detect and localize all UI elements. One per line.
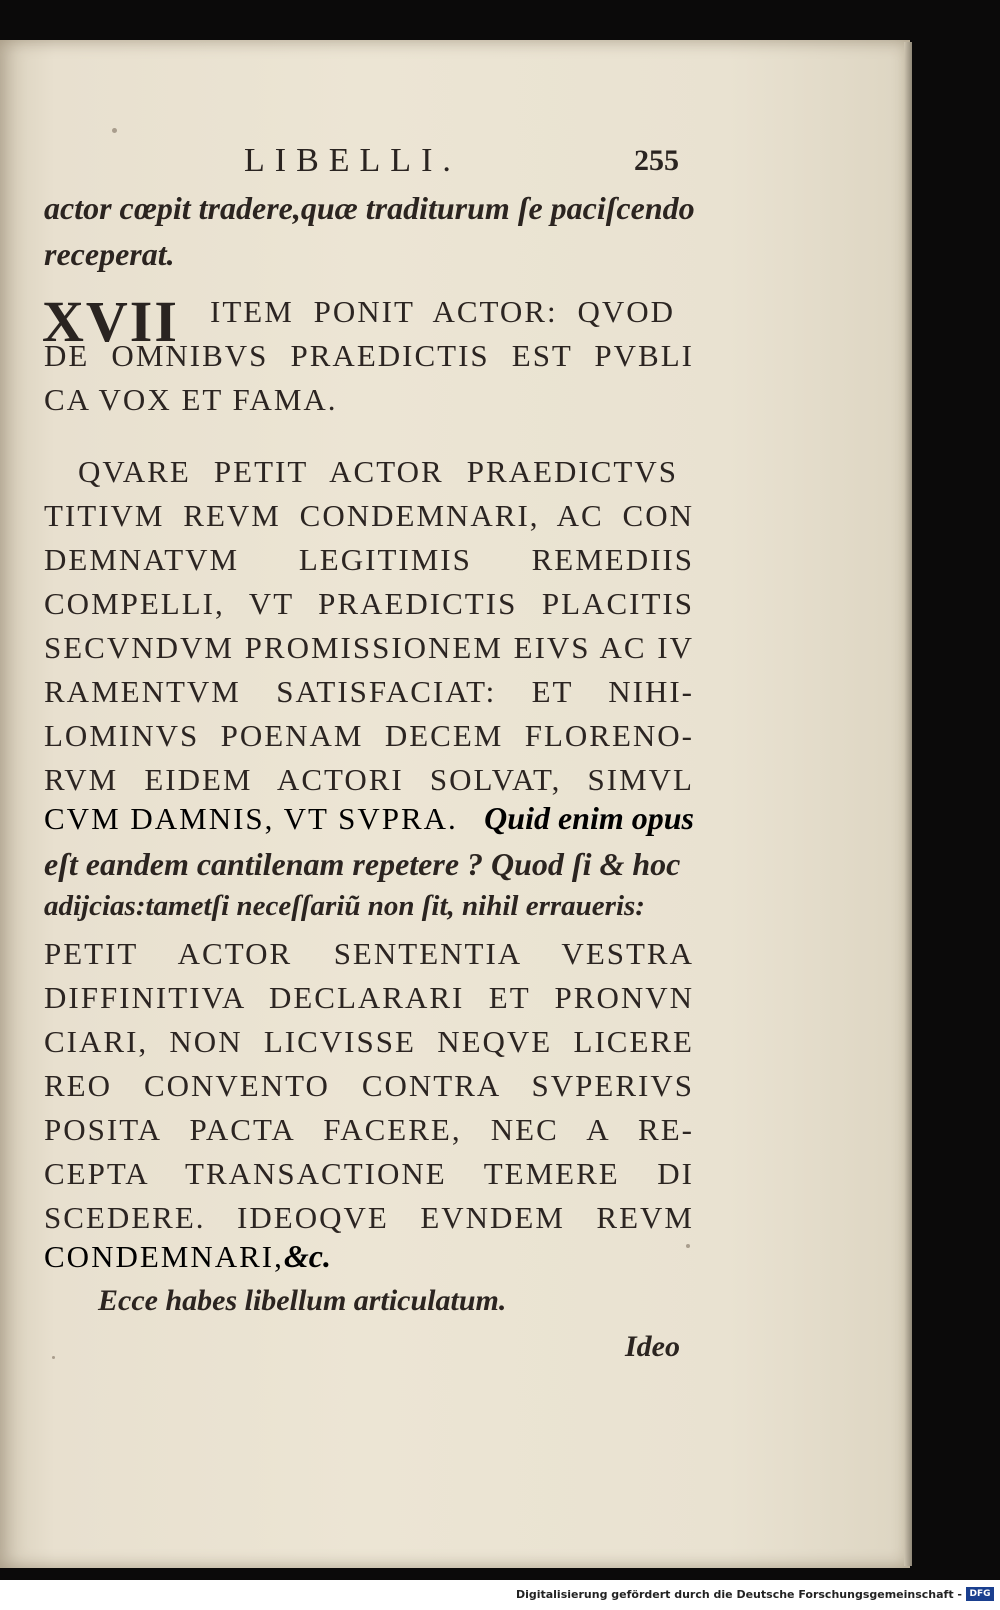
article-number: XVII bbox=[42, 289, 179, 354]
text-line bbox=[44, 1238, 694, 1275]
text-line: SCEDERE. IDEOQVE EVNDEM REVM bbox=[44, 1200, 694, 1235]
footer-bar bbox=[0, 1580, 1000, 1610]
text-line: REO CONVENTO CONTRA SVPERIVS bbox=[44, 1068, 694, 1103]
dfg-logo: DFG bbox=[966, 1587, 994, 1601]
text-line: CIARI, NON LICVISSE NEQVE LICERE bbox=[44, 1024, 694, 1059]
text-line: actor cœpit tradere,quæ traditurum ſe paciſcendo bbox=[44, 190, 695, 226]
ink-spot bbox=[112, 128, 117, 133]
text-line-italic: Quid enim opus bbox=[484, 800, 694, 836]
text-line: eſt eandem cantilenam repetere ? Quod ſi & hoc bbox=[44, 846, 681, 882]
text-line-caps: CVM DAMNIS, VT SVPRA. bbox=[44, 801, 458, 836]
text-line bbox=[44, 800, 694, 837]
text-line: COMPELLI, VT PRAEDICTIS PLACITIS bbox=[44, 586, 694, 621]
text-line: DIFFINITIVA DECLARARI ET PRONVN bbox=[44, 980, 694, 1015]
ink-spot bbox=[52, 1356, 55, 1359]
text-line: DE OMNIBVS PRAEDICTIS EST PVBLI bbox=[44, 338, 694, 373]
footer-credit: Digitalisierung gefördert durch die Deutsche Forschungsgemeinschaft - bbox=[515, 1588, 962, 1601]
text-line: receperat. bbox=[44, 236, 175, 272]
text-line: LOMINVS POENAM DECEM FLORENO- bbox=[44, 718, 694, 753]
text-line: POSITA PACTA FACERE, NEC A RE- bbox=[44, 1112, 694, 1147]
text-line-caps: CONDEMNARI, bbox=[44, 1239, 284, 1274]
running-title: LIBELLI. bbox=[244, 142, 461, 179]
page-edge bbox=[904, 42, 912, 1566]
text-line: DEMNATVM LEGITIMIS REMEDIIS bbox=[44, 542, 694, 577]
text-line: SECVNDVM PROMISSIONEM EIVS AC IV bbox=[44, 630, 694, 665]
text-line: QVARE PETIT ACTOR PRAEDICTVS bbox=[78, 454, 678, 489]
text-line: TITIVM REVM CONDEMNARI, AC CON bbox=[44, 498, 694, 533]
text-line-italic: &c. bbox=[283, 1238, 331, 1274]
page-number: 255 bbox=[634, 144, 679, 177]
text-line: CEPTA TRANSACTIONE TEMERE DI bbox=[44, 1156, 694, 1191]
text-line: RVM EIDEM ACTORI SOLVAT, SIMVL bbox=[44, 762, 694, 797]
text-line: PETIT ACTOR SENTENTIA VESTRA bbox=[44, 936, 694, 971]
running-head bbox=[44, 142, 694, 182]
text-line: ITEM PONIT ACTOR: QVOD bbox=[210, 294, 675, 329]
text-line: adijcias:tametſi neceſſariũ non ſit, nihil erraueris: bbox=[44, 890, 645, 922]
text-line: Ecce habes libellum articulatum. bbox=[98, 1284, 507, 1317]
text-line: CA VOX ET FAMA. bbox=[44, 382, 338, 417]
text-line: RAMENTVM SATISFACIAT: ET NIHI- bbox=[44, 674, 694, 709]
catchword: Ideo bbox=[625, 1330, 680, 1363]
ink-spot bbox=[686, 1244, 690, 1248]
